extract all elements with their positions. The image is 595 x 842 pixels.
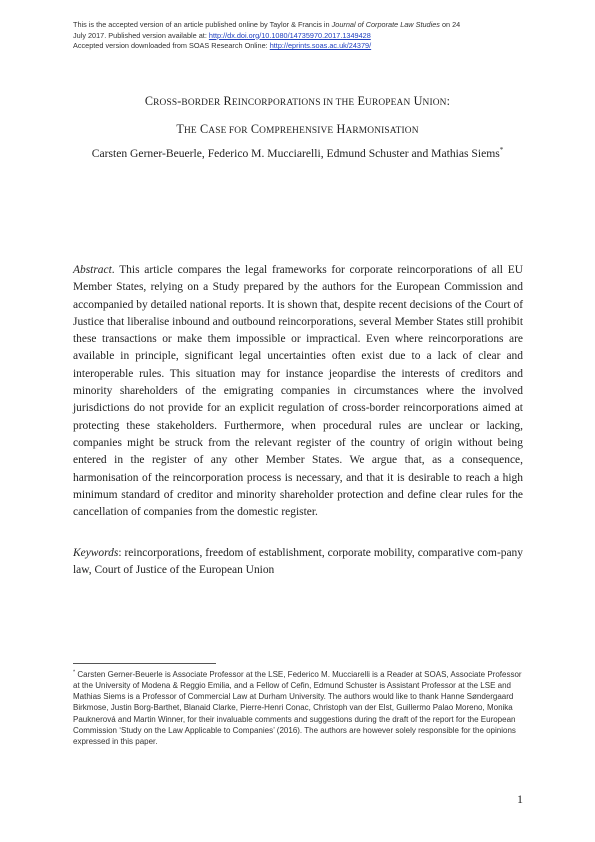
title-segment: C — [247, 122, 260, 136]
title-segment: U — [410, 94, 423, 108]
citation-text: Accepted version downloaded from SOAS Research Online: — [73, 41, 270, 51]
title-segment: C — [196, 122, 209, 136]
paper-title-line-2 — [60, 122, 535, 137]
title-segment: - — [177, 94, 182, 108]
keywords — [73, 545, 523, 580]
title-segment: C — [144, 94, 154, 108]
page-number: 1 — [517, 792, 523, 806]
paper-title-line-1 — [60, 94, 535, 109]
title-segment: UROPEAN — [365, 98, 411, 108]
footnote-mark: * — [73, 669, 76, 676]
citation-line-2 — [73, 31, 543, 42]
title-segment: BORDER — [181, 98, 221, 108]
title-segment: OMPREHENSIVE — [259, 126, 334, 136]
title-segment: T — [176, 122, 184, 136]
author-footnote-mark[interactable]: * — [499, 146, 504, 155]
footnote — [73, 669, 525, 747]
title-segment: R — [220, 94, 232, 108]
doi-link[interactable]: http://dx.doi.org/10.1080/14735970.2017.1349428 — [208, 30, 371, 40]
title-segment: EINCORPORATIONS IN THE — [231, 98, 355, 108]
footnote-separator — [73, 663, 216, 664]
citation-line-3 — [73, 41, 543, 52]
abstract — [73, 262, 523, 521]
citation-line-1 — [73, 20, 543, 31]
keywords-label: Keywords — [73, 547, 119, 559]
footnote-text: Carsten Gerner-Beuerle is Associate Professor at the LSE, Federico M. Mucciarelli is a Reader at SOAS, Associate Professor at the University of Modena & Reggio Emilia, and a Fellow of Cefin, Edmund Schuster is Assistant Professor at the LSE and Mathias Siems is a Professor of Commercial Law at Durham University. The authors would like to thank Hanne Søndergaard Birkmose, Justin Borg-Barthet, Blanaid Clarke, Pierre-Henri Conac, Christoph van der Elst, Guillermo Palao Moreno, Monika Pauknerová and Martin Winner, for their invaluable comments and suggestions during the draft of the report for the European Commission ‘Study on the Law Applicable to Companies’ (2016). The authors are however solely responsible for the opinions expressed in this paper. — [73, 670, 522, 746]
author-names: Carsten Gerner-Beuerle, Federico M. Mucciarelli, Edmund Schuster and Mathias Siems — [91, 147, 500, 160]
title-segment: H — [333, 122, 346, 136]
citation-header — [73, 20, 543, 52]
soas-eprints-link[interactable]: http://eprints.soas.ac.uk/24379/ — [269, 41, 372, 51]
journal-name: Journal of Corporate Law Studies — [331, 20, 440, 29]
title-segment: NION — [422, 98, 447, 108]
abstract-label: Abstract — [73, 264, 112, 276]
citation-text: This is the accepted version of an article published online by Taylor & Francis in — [73, 20, 332, 29]
title-segment: ROSS — [153, 98, 178, 108]
title-segment: E — [354, 94, 366, 108]
keywords-text: : reincorporations, freedom of establishment, corporate mobility, comparative com-pany law, Court of Justice of the European Union — [73, 547, 523, 577]
title-segment: ARMONISATION — [345, 126, 419, 136]
citation-text: July 2017. Published version available at: — [73, 30, 209, 40]
author-list — [60, 147, 535, 160]
citation-text: on 24 — [439, 20, 461, 29]
title-segment: : — [446, 94, 451, 108]
abstract-text: . This article compares the legal frameworks for corporate reincorporations of all EU Member States, relying on a Study prepared by the authors for the European Commission and accompanied by detailed national reports. It is shown that, despite recent decisions of the Court of Justice that liberalise inbound and outbound reincorporations, several Member States still prohibit these transactions or make them impossible or impractical. Even where reincorporations are available in principle, significant legal uncertainties often exist due to a lack of clear and interoperable rules. This situation may for instance jeopardise the interests of creditors and minority shareholders of the emigrating companies in circumstances where the involved jurisdictions do not provide for an explicit regulation of cross-border reincorporations aimed at protecting these stakeholders. Furthermore, when procedural rules are unclear or lacking, companies might be struck from the relevant register of the country of origin without being entered in the register of any other Member States. We argue that, as a consequence, harmonisation of the reincorporation process is necessary, and that it is desirable to reach a high minimum standard of creditor and minority shareholder protection and define clear rules for the cancellation of companies from the domestic register. — [73, 264, 523, 519]
title-segment: ASE FOR — [208, 126, 248, 136]
title-segment: HE — [183, 126, 197, 136]
